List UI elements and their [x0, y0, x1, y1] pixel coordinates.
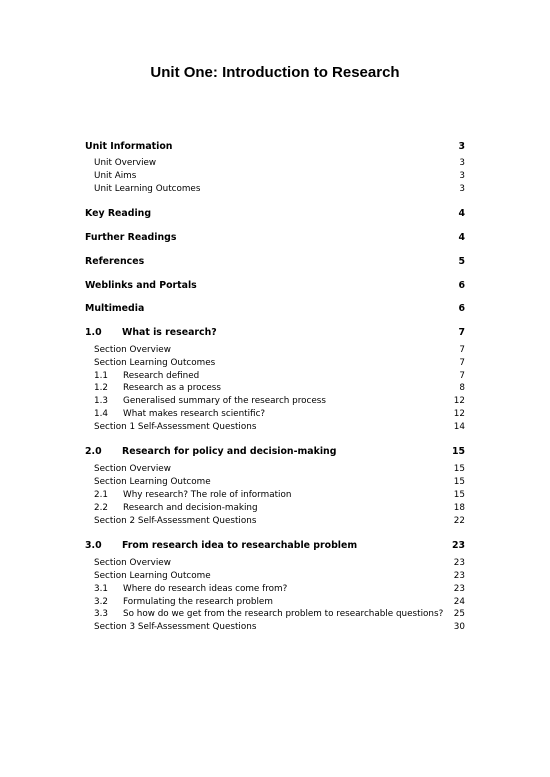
toc-entry-text: Where do research ideas come from?: [123, 584, 288, 594]
toc-entry-number: 2.0: [85, 446, 102, 457]
toc-subsection-entry[interactable]: [94, 571, 465, 581]
toc-subsection-entry[interactable]: [94, 396, 465, 406]
toc-entry-text: Unit Aims: [94, 171, 137, 181]
toc-entry-page: 7: [458, 327, 465, 338]
toc-entry-label: [94, 422, 256, 432]
toc-subsection-entry[interactable]: [94, 184, 465, 194]
toc-entry-page: 6: [458, 280, 465, 291]
toc-entry-page: 4: [458, 232, 465, 243]
toc-subsection-entry[interactable]: [94, 358, 465, 368]
toc-section-entry[interactable]: [85, 303, 465, 314]
toc-entry-page: 3: [459, 171, 465, 181]
toc-entry-page: 23: [453, 584, 465, 594]
toc-entry-text: Research as a process: [123, 383, 221, 393]
toc-subsection-entry[interactable]: [94, 171, 465, 181]
toc-subsection-entry[interactable]: [94, 490, 465, 500]
toc-entry-label: [85, 141, 172, 152]
toc-entry-number: 1.3: [94, 396, 108, 406]
toc-entry-label: [94, 571, 211, 581]
toc-entry-label: [94, 622, 256, 632]
toc-entry-text: Section Overview: [94, 464, 171, 474]
toc-entry-page: 3: [458, 141, 465, 152]
toc-entry-page: 12: [453, 396, 465, 406]
page-title: Unit One: Introduction to Research: [150, 64, 400, 81]
toc-entry-page: 7: [459, 345, 465, 355]
toc-entry-text: Section Overview: [94, 558, 171, 568]
toc-entry-text: Research and decision-making: [123, 503, 258, 513]
toc-entry-number: 1.4: [94, 409, 108, 419]
toc-subsection-entry[interactable]: [94, 503, 465, 513]
toc-subsection-entry[interactable]: [94, 409, 465, 419]
toc-entry-label: [94, 396, 326, 406]
toc-entry-text: From research idea to researchable problem: [122, 540, 358, 551]
toc-entry-text: Formulating the research problem: [123, 597, 273, 607]
toc-entry-text: What is research?: [122, 327, 217, 338]
toc-entry-page: 24: [453, 597, 465, 607]
toc-entry-text: Unit Information: [85, 141, 173, 152]
toc-subsection-entry[interactable]: [94, 584, 465, 594]
toc-entry-number: 3.2: [94, 597, 108, 607]
toc-entry-page: 30: [453, 622, 465, 632]
toc-section-entry[interactable]: [85, 141, 465, 152]
toc-entry-label: [94, 184, 200, 194]
toc-entry-text: Research defined: [123, 371, 200, 381]
toc-entry-number: 3.3: [94, 609, 108, 619]
toc-entry-page: 15: [453, 490, 465, 500]
toc-entry-label: [85, 208, 151, 219]
toc-entry-text: Unit Learning Outcomes: [94, 184, 201, 194]
toc-entry-label: [85, 232, 176, 243]
toc-entry-page: 5: [458, 256, 465, 267]
toc-entry-page: 23: [451, 540, 465, 551]
toc-entry-label: [94, 383, 221, 393]
toc-entry-label: [94, 558, 171, 568]
toc-entry-page: 3: [459, 184, 465, 194]
toc-entry-text: Section 2 Self-Assessment Questions: [94, 516, 257, 526]
toc-entry-page: 8: [459, 383, 465, 393]
toc-entry-page: 4: [458, 208, 465, 219]
toc-entry-label: [94, 516, 256, 526]
toc-subsection-entry[interactable]: [94, 477, 465, 487]
toc-entry-label: [94, 597, 273, 607]
toc-entry-label: [94, 371, 199, 381]
toc-subsection-entry[interactable]: [94, 422, 465, 432]
toc-entry-text: Generalised summary of the research process: [123, 396, 326, 406]
toc-subsection-entry[interactable]: [94, 345, 465, 355]
toc-entry-label: [94, 584, 287, 594]
toc-entry-page: 3: [459, 158, 465, 168]
toc-entry-page: 25: [453, 609, 465, 619]
toc-entry-text: Unit Overview: [94, 158, 157, 168]
toc-entry-number: 1.2: [94, 383, 108, 393]
toc-entry-text: Section Learning Outcome: [94, 571, 211, 581]
toc-subsection-entry[interactable]: [94, 516, 465, 526]
toc-entry-text: What makes research scientific?: [123, 409, 266, 419]
toc-entry-page: 15: [453, 464, 465, 474]
toc-entry-text: Why research? The role of information: [123, 490, 292, 500]
toc-section-entry[interactable]: [85, 540, 465, 551]
toc-entry-number: 1.1: [94, 371, 108, 381]
toc-entry-text: Multimedia: [85, 303, 145, 314]
toc-section-entry[interactable]: [85, 280, 465, 291]
toc-subsection-entry[interactable]: [94, 558, 465, 568]
toc-entry-page: 18: [453, 503, 465, 513]
toc-section-entry[interactable]: [85, 232, 465, 243]
toc-entry-text: So how do we get from the research problem to researchable questions?: [123, 609, 444, 619]
toc-entry-label: [94, 171, 136, 181]
toc-subsection-entry[interactable]: [94, 158, 465, 168]
toc-entry-label: [85, 540, 357, 551]
toc-subsection-entry[interactable]: [94, 622, 465, 632]
toc-entry-text: Section 1 Self-Assessment Questions: [94, 422, 257, 432]
toc-entry-text: Section Overview: [94, 345, 171, 355]
toc-entry-page: 15: [451, 446, 465, 457]
toc-entry-label: [94, 490, 291, 500]
toc-entry-page: 22: [453, 516, 465, 526]
toc-entry-label: [85, 280, 197, 291]
toc-entry-label: [94, 358, 215, 368]
toc-entry-label: [85, 256, 144, 267]
toc-subsection-entry[interactable]: [94, 609, 465, 619]
toc-entry-page: 7: [459, 358, 465, 368]
toc-entry-label: [94, 158, 156, 168]
toc-entry-label: [85, 446, 336, 457]
toc-entry-page: 12: [453, 409, 465, 419]
toc-entry-number: 3.0: [85, 540, 102, 551]
toc-entry-number: 2.2: [94, 503, 108, 513]
toc-section-entry[interactable]: [85, 256, 465, 267]
toc-entry-page: 14: [453, 422, 465, 432]
toc-entry-label: [94, 609, 443, 619]
toc-entry-page: 15: [453, 477, 465, 487]
toc-entry-number: 2.1: [94, 490, 108, 500]
toc-subsection-entry[interactable]: [94, 383, 465, 393]
toc-entry-text: Section Learning Outcome: [94, 477, 211, 487]
toc-entry-label: [94, 477, 211, 487]
toc-entry-number: 3.1: [94, 584, 108, 594]
toc-section-entry[interactable]: [85, 327, 465, 338]
toc-entry-page: 23: [453, 558, 465, 568]
toc-entry-label: [94, 409, 265, 419]
toc-subsection-entry[interactable]: [94, 371, 465, 381]
toc-entry-text: Section 3 Self-Assessment Questions: [94, 622, 257, 632]
toc-entry-text: Research for policy and decision-making: [122, 446, 337, 457]
toc-entry-label: [85, 327, 217, 338]
toc-subsection-entry[interactable]: [94, 464, 465, 474]
toc-entry-text: Further Readings: [85, 232, 177, 243]
toc-entry-number: 1.0: [85, 327, 102, 338]
toc-section-entry[interactable]: [85, 446, 465, 457]
toc-entry-text: References: [85, 256, 145, 267]
toc-entry-text: Section Learning Outcomes: [94, 358, 216, 368]
toc-subsection-entry[interactable]: [94, 597, 465, 607]
toc-section-entry[interactable]: [85, 208, 465, 219]
toc-entry-page: 23: [453, 571, 465, 581]
toc-entry-label: [94, 503, 258, 513]
toc-entry-label: [94, 345, 171, 355]
toc-entry-page: 7: [459, 371, 465, 381]
toc-entry-label: [94, 464, 171, 474]
toc-entry-text: Weblinks and Portals: [85, 280, 197, 291]
toc-entry-text: Key Reading: [85, 208, 152, 219]
toc-entry-label: [85, 303, 144, 314]
toc-entry-page: 6: [458, 303, 465, 314]
